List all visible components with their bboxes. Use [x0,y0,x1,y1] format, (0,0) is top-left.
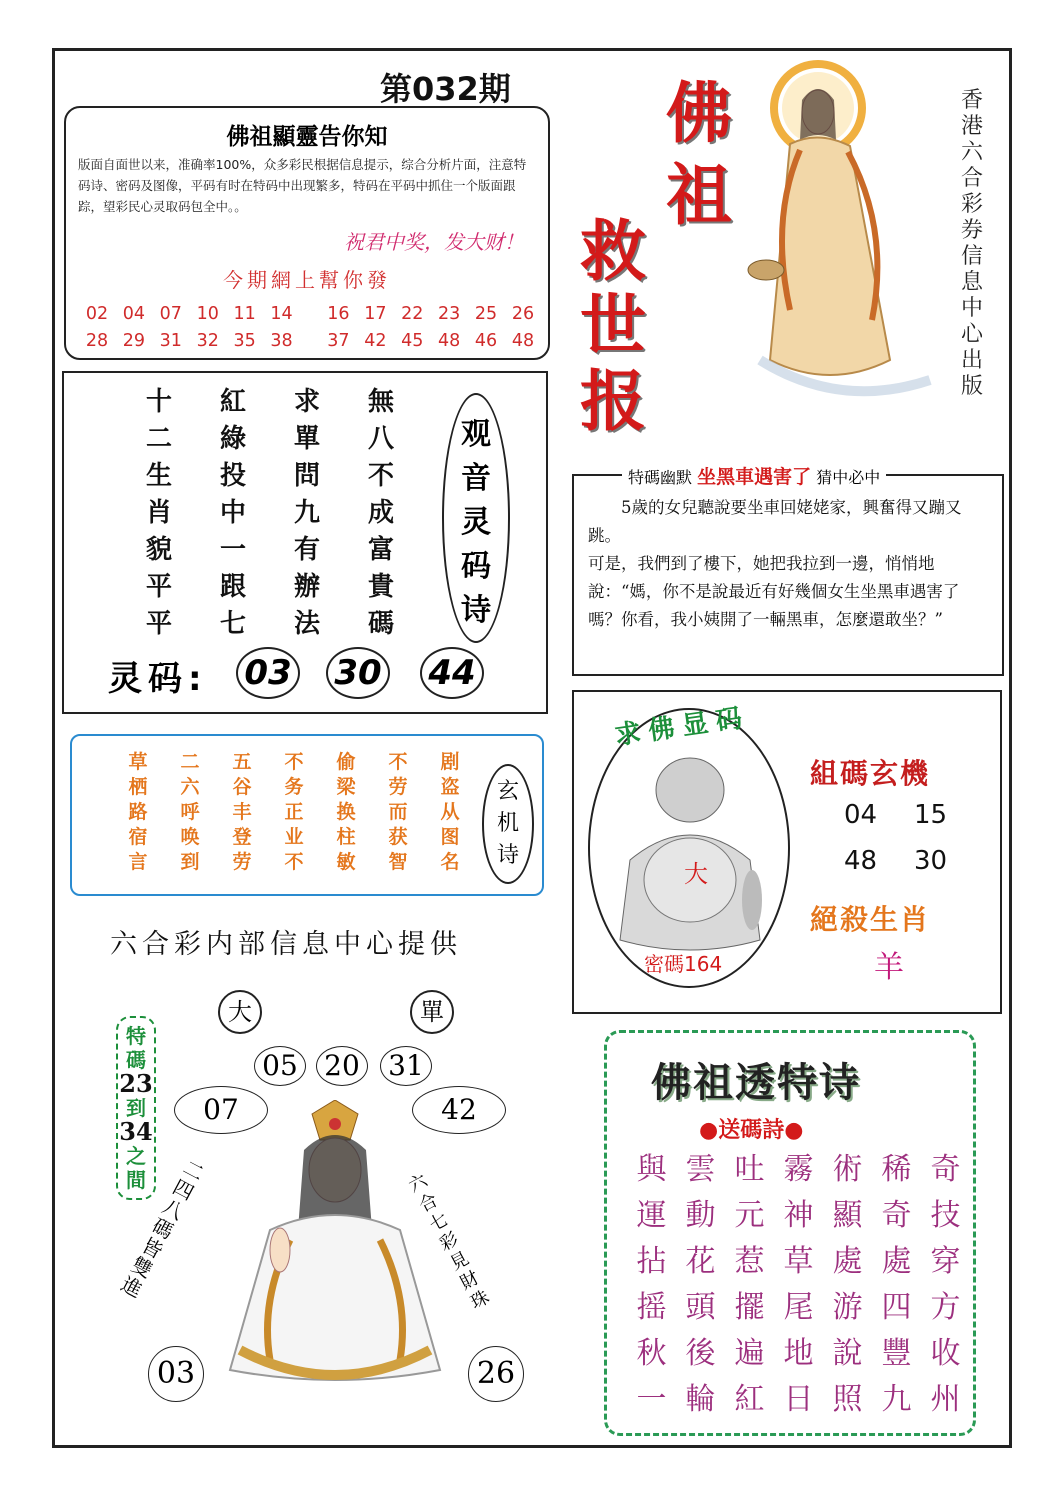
special-poem-char: 摇 [636,1290,667,1325]
number: 37 [327,331,350,351]
poem-char: 法 [293,609,320,639]
joke-header-title: 坐黑車遇害了 [697,466,812,488]
poem-title-char: 码 [461,549,491,584]
special-poem-char: 元 [734,1198,765,1233]
special-poem-char: 一 [636,1382,667,1417]
number: 28 [85,331,109,351]
xuanji-char: 剧 [440,751,460,773]
number: 10 [196,304,219,324]
joke-paragraph: 可是，我們到了樓下，她把我拉到一邊，悄悄地說：“媽，你不是說最近有好幾個女生坐黑車遇害了嗎？你看，我小姨開了一輛黑車，怎麼還敢坐？” [588,554,960,629]
xuanji-char: 敏 [336,851,356,873]
poem-char: 貌 [145,535,172,565]
poem-char: 成 [367,498,394,528]
xuanji-char: 路 [128,801,148,823]
number: 31 [159,331,182,351]
number-circle: 26 [468,1346,524,1402]
poem-char: 有 [293,535,320,565]
joke-body [588,494,992,634]
xuanji-grid [112,750,476,875]
special-poem-char: 收 [930,1336,961,1371]
publisher-text: 香港六合彩券信息中心出版 [960,88,983,399]
single-badge: 單 [410,990,454,1034]
zu-number: 48 [844,846,878,876]
poem-char: 平 [145,572,172,602]
tema-char: 碼 [126,1048,146,1072]
xuanji-char: 劳 [232,851,252,873]
poem-char: 單 [293,424,320,454]
special-poem-char: 地 [783,1336,814,1371]
special-poem-char: 紅 [734,1382,765,1417]
special-poem-char: 術 [832,1152,863,1187]
joke-header [622,462,886,489]
lingma-label: 灵码: [108,659,208,699]
special-poem-char: 雲 [685,1152,716,1187]
poem-char: 平 [145,609,172,639]
poem-char: 八 [367,424,394,454]
poem-char: 肖 [145,498,172,528]
poem-char: 不 [367,461,394,491]
special-poem-char: 技 [930,1198,961,1233]
number-oval: 05 [254,1046,306,1086]
masthead-char: 救 [580,212,646,290]
xuanji-char: 劳 [388,776,408,798]
guanyin-standing-image [740,60,945,420]
masthead-char: 报 [580,362,646,440]
xuanji-title-char: 玄 [496,779,519,804]
xuanji-char: 二 [180,751,200,773]
zu-ma-title: 組碼玄機 [810,757,931,790]
special-poem-char: 神 [783,1198,814,1233]
xuanji-title-char: 诗 [496,843,519,868]
xuanji-char: 从 [440,801,460,823]
tema-number: 23 [119,1069,153,1098]
xuanji-char: 图 [440,826,460,848]
announcement-box [64,106,550,360]
poem-char: 九 [293,498,320,528]
big-badge: 大 [218,990,262,1034]
special-poem-char: 處 [881,1244,912,1279]
poem-char: 碼 [367,609,394,639]
special-poem-char: 九 [881,1382,912,1417]
issue-number: 第032期 [380,70,511,108]
number: 48 [438,331,461,351]
poem-char: 跟 [219,572,246,602]
xuanji-char: 不 [284,851,304,873]
xuanji-char: 登 [232,826,252,848]
kill-zodiac-value: 羊 [874,950,904,985]
xuanji-char: 柱 [336,826,356,848]
xuanji-char: 盗 [440,776,460,798]
joke-box [572,466,1004,676]
number: 38 [270,331,293,351]
tema-number: 34 [119,1117,153,1146]
poem-title-char: 观 [461,417,491,452]
special-poem-char: 惹 [734,1244,765,1279]
special-poem-char: 游 [832,1290,863,1325]
special-poem-char: 後 [685,1336,716,1371]
number: 07 [159,304,182,324]
lingma-number: 03 [236,647,300,699]
poem-char: 求 [293,387,320,417]
special-poem-char: 遍 [734,1336,765,1371]
xuanji-title-char: 机 [496,811,519,836]
special-poem-subtitle: ●送碼詩● [699,1118,804,1143]
xuanji-char: 到 [180,851,200,873]
special-poem-char: 州 [930,1382,961,1417]
poem-char: 富 [367,535,394,565]
guanyin-seated-image [200,1100,470,1390]
today-subtitle: 今期網上幫你發 [223,268,391,292]
number: 04 [122,304,146,324]
xuanji-char: 而 [388,801,408,823]
poem-char: 二 [145,424,172,454]
number: 32 [196,331,219,351]
poem-title-oval [442,393,510,643]
xuanji-char: 栖 [128,776,148,798]
arc-title: 求佛显码 [612,702,752,752]
number: 26 [511,304,535,324]
poem-title-char: 诗 [461,593,491,628]
masthead-char: 佛 [666,74,732,152]
number: 48 [511,331,535,351]
poem-char: 無 [367,387,394,417]
joke-header-a: 特碼幽默 [628,468,693,487]
guanyin-poem-box [62,371,548,714]
zu-number: 04 [844,800,878,830]
xuanji-char: 草 [128,751,148,773]
special-poem-char: 運 [636,1198,667,1233]
special-poem-char: 顯 [832,1198,863,1233]
xuanji-char: 不 [388,751,408,773]
xuanji-char: 务 [284,776,304,798]
special-poem-char: 花 [685,1244,716,1279]
special-poem-grid [627,1151,970,1419]
special-poem-char: 拈 [636,1244,667,1279]
number: 25 [474,304,498,324]
number-oval: 07 [174,1086,268,1134]
lingma-number: 30 [326,647,390,699]
poem-grid [122,385,418,642]
poem-title-char: 灵 [461,505,491,540]
provider-text: 六合彩内部信息中心提供 [110,929,462,960]
xuanji-char: 智 [388,851,408,873]
number: 42 [364,331,387,351]
zu-number: 15 [914,800,948,830]
zu-number: 30 [914,846,948,876]
xuanji-char: 换 [336,801,356,823]
tema-char: 之 [126,1144,146,1168]
number: 22 [401,304,424,324]
xuanji-char: 言 [128,851,148,873]
number: 17 [364,304,387,324]
joke-paragraph: 5歲的女兒聽說要坐車回姥姥家，興奮得又蹦又跳。 [588,498,962,545]
special-poem-char: 尾 [783,1290,814,1325]
special-poem-char: 霧 [783,1152,814,1187]
poem-title-char: 音 [461,461,491,496]
xuanji-poem-box [70,734,544,896]
xuanji-char: 丰 [232,801,252,823]
special-poem-char: 輪 [685,1382,716,1417]
tema-char: 間 [126,1168,146,1192]
xuanji-char: 六 [180,776,200,798]
xuanji-char: 五 [232,751,252,773]
tema-char: 到 [126,1096,146,1120]
tema-char: 特 [126,1024,146,1048]
poem-char: 一 [219,535,246,565]
poem-char: 貴 [367,572,394,602]
numbers-row-2 [80,331,540,351]
special-poem-char: 頭 [685,1290,716,1325]
xuanji-char: 业 [284,826,304,848]
special-poem-char: 穿 [930,1244,961,1279]
xuanji-char: 获 [388,826,408,848]
xuanji-char: 谷 [232,776,252,798]
secret-code: 密碼164 [644,952,723,976]
tema-range-label [116,1016,156,1200]
special-poem-char: 處 [832,1244,863,1279]
special-poem-box [604,1030,976,1436]
announcement-text: 版面自面世以来，准确率100%，众多彩民根据信息提示，综合分析片面，注意特码诗、密码及图像，平码有时在特码中出现繁多，特码在平码中抓住一个版面跟踪，望彩民心灵取码包全中。。 [78,157,527,214]
lingma-number: 44 [420,647,484,699]
number: 14 [270,304,293,324]
joke-header-c: 猜中必中 [816,468,881,487]
special-poem-char: 日 [783,1382,814,1417]
number-oval: 20 [316,1046,368,1086]
number-oval: 42 [412,1086,506,1134]
poem-char: 紅 [219,387,246,417]
right-diagonal-text: 六合七彩見財珠 [405,1170,493,1314]
special-poem-char: 豐 [881,1336,912,1371]
poem-char: 投 [219,461,246,491]
kill-zodiac-title: 絕殺生肖 [810,903,931,936]
masthead-char: 祖 [666,156,732,234]
poem-char: 問 [293,461,320,491]
xuanji-char: 不 [284,751,304,773]
xuanji-char: 呼 [180,801,200,823]
number: 23 [438,304,461,324]
number: 16 [327,304,350,324]
xuanji-char: 唤 [180,826,200,848]
poem-char: 中 [219,498,246,528]
number: 45 [401,331,424,351]
special-poem-char: 擺 [734,1290,765,1325]
xuanji-title-oval [482,764,534,884]
special-poem-char: 與 [636,1152,667,1187]
special-poem-char: 奇 [930,1152,961,1187]
poem-char: 生 [145,461,172,491]
special-poem-char: 草 [783,1244,814,1279]
special-poem-char: 四 [881,1290,912,1325]
number: 11 [233,304,256,324]
xuanji-char: 偷 [336,751,356,773]
special-poem-char: 奇 [881,1198,912,1233]
xuanji-char: 梁 [336,776,356,798]
poem-char: 綠 [219,424,246,454]
masthead-char: 世 [580,286,646,364]
poem-char: 七 [219,609,246,639]
poem-char: 十 [145,387,172,417]
buddha-code-box [572,690,1002,1014]
number: 02 [85,304,109,324]
special-poem-char: 稀 [881,1152,912,1187]
xuanji-char: 名 [440,851,460,873]
xuanji-char: 正 [284,801,304,823]
xuanji-char: 宿 [128,826,148,848]
special-poem-char: 秋 [636,1336,667,1371]
numbers-row-1 [80,304,540,324]
announcement-title: 佛祖顯靈告你知 [226,124,388,150]
special-poem-char: 吐 [734,1152,765,1187]
number: 35 [233,331,256,351]
special-poem-char: 動 [685,1198,716,1233]
special-poem-char: 方 [930,1290,961,1325]
special-poem-char: 說 [832,1336,863,1371]
number-circle: 03 [148,1346,204,1402]
belly-char: 大 [684,860,708,888]
special-poem-char: 照 [832,1382,863,1417]
wish-text: 祝君中奖，发大财！ [344,230,524,254]
number-oval: 31 [380,1046,432,1086]
left-diagonal-text: 二四八碼皆雙進 [117,1155,209,1303]
special-poem-title: 佛祖透特诗 [651,1059,861,1106]
poem-char: 辦 [293,572,320,602]
number: 29 [122,331,146,351]
number: 46 [474,331,498,351]
